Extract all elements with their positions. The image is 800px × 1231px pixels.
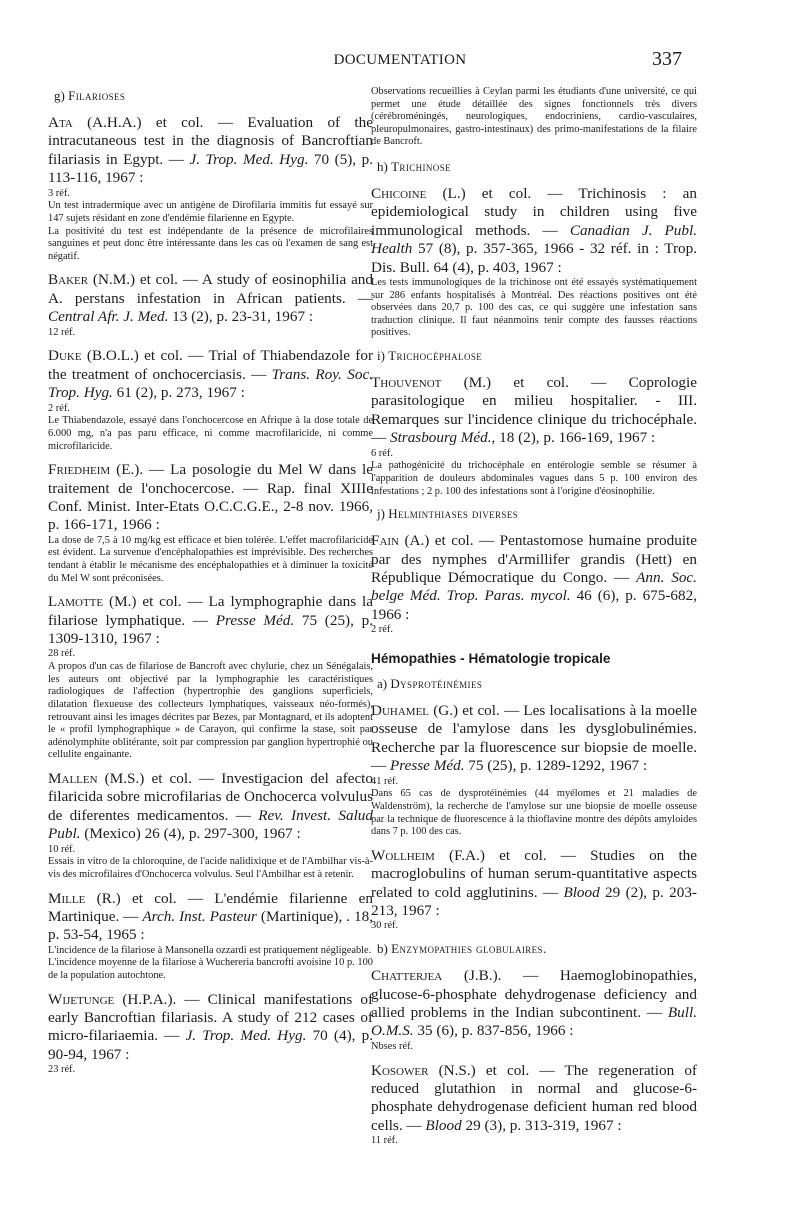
citation-details: 70 (4), p. 90-94, 1967 : [48,1027,373,1063]
citation [371,847,697,921]
reference-entry [371,1062,697,1148]
reference-count: 28 réf. [48,648,76,660]
reference-count: 12 réf. [48,326,76,338]
author-name: Ata [48,114,73,131]
citation-details: 70 (5), p. 113-116, 1967 : [48,150,374,187]
citation-text: (L.) et col. — Trichinosis : an epidemiological study in children using five immunological methods. — [371,184,697,239]
abstract-paragraph: Les tests immunologiques de la trichinose ont été essayés systématiquement sur 286 enfants hospitalisés à Montréal. Des réactions positives ont été observées dans 20,7 p. 100 des cas, ce qui suggère une infestation sans traduction clinique. Il faut néanmoins tenir compte des fausses réactions positives. [371,277,697,339]
author-name: Kosower [371,1061,429,1079]
reference-entry [371,967,697,1053]
reference-count: 41 réf. [371,775,399,787]
citation [48,114,373,188]
journal-title: Presse Méd. [215,611,295,629]
reference-count: 10 réf. [48,843,76,855]
abstract [371,788,697,838]
abstract-paragraph: La dose de 7,5 à 10 mg/kg est efficace et bien tolérée. L'effet macrofilaricide est évident. La survenue d'encéphalopathies est imprévisible. Des recherches tendant à établir le mécanisme des encéphalopathies et à diminuer la toxicité du Mel W sont préconisées. [48,534,373,584]
reference-entry [48,347,373,453]
reference-entry [48,593,373,762]
author-name: Fain [371,532,399,550]
citation-text: (N.S.) et col. — The regeneration of reduced glutathion in normal and glucose-6-phosphate dehydrogenase deficient human red blood cells. — [371,1061,697,1134]
journal-title: Arch. Inst. Pasteur [142,907,257,925]
reference-entry [48,770,373,882]
abstract [48,415,373,453]
citation-text: (A.) et col. — Pentastomose humaine produite par des nymphes d'Armillifer grandis (Hett) en République Démocratique du Congo. — [371,532,697,586]
entries-dysproteinemies [371,702,697,933]
author-name: Baker [48,271,89,289]
reference-entry [48,271,373,339]
citation-text: (E.). — La posologie du Mel W dans le traitement de l'onchocercose. — Rap. final XIIIe Conf. Minist. Inter-Etats O.C.C.G.E., 2-8 nov. 1966, p. 166-171, 1966 : [48,461,373,534]
author-name: Chicoine [371,184,427,202]
citation-details: 75 (25), p. 1309-1310, 1967 : [48,611,373,648]
abstract [48,661,373,762]
right-column [371,86,697,1156]
abstract-paragraph: A propos d'un cas de filariose de Bancroft avec chylurie, chez un Sénégalais, les auteurs ont objectivé par la lymphographie les caractéristiques radiologiques de l'affection (hypertrophie des ganglions superficiels, dilatation flexueuse des collecteurs lymphatiques, vaisseaux néo-formés), retrouvant ainsi les images décrites par Bezes, par Montagnard, et ils adoptent le « profil lymphographique » de Carayon, qui confirme la stase, soit par adénolymphite oblitérante, soit par compression par ganglion hypertrophié ou cellulite engainante. [48,661,373,761]
author-name: Thouvenot [371,373,442,391]
section-heading-g: g) Filarioses [54,88,126,103]
reference-count: 23 réf. [48,1064,76,1076]
citation-details: 29 (2), p. 203-213, 1967 : [371,883,697,920]
reference-entry [48,114,373,263]
abstract [48,856,373,881]
abstract-paragraph: Dans 65 cas de dysprotéinémies (44 myélomes et 21 maladies de Waldenström), la recherche de l'amylose sur une biopsie de moelle osseuse par la technique de fluorescence à la thioflavine montre des dépôts amyloides dans 7 p. 100 des cas. [371,788,697,838]
reference-entry [371,185,697,340]
journal-title: Central Afr. J. Med. [48,308,169,326]
citation [371,532,697,624]
citation [48,271,373,326]
page-header [0,48,800,74]
abstract [48,535,373,585]
journal-title: J. Trop. Med. Hyg. [185,1027,307,1045]
journal-title: Ann. Soc. belge Méd. Trop. Paras. mycol. [371,568,697,605]
citation-text: (M.S.) et col. — Investigacion del afecto filaricida sobre microfilarias de Onchocerca volvulus de diferentes medicamentos. — [48,769,373,824]
abstract [48,945,373,983]
abstract-paragraph: L'incidence moyenne de la filariose à Wuchereria bancrofti avoisine 10 p. 100 de la population autochtone. [48,957,373,981]
reference-count: 11 réf. [371,1135,398,1147]
entries-trichinose [371,185,697,340]
entries-enzymopathies [371,967,697,1148]
entries-filarioses [48,114,373,1077]
reference-entry [371,847,697,933]
continued-abstract: Observations recueillies à Ceylan parmi les étudiants d'une université, ce qui permet une étude détaillée des signes fonctionnels très divers (cérébroméningés, neurologiques, endocriniens, cardio-vasculaires, pleuropulmonaires, gastro-intestinaux) des primo-manifestations de la filaire de Bancroft. [371,86,697,148]
citation-details: 29 (3), p. 313-319, 1967 : [461,1116,622,1134]
citation-text: (M.) et col. — Coprologie parasitologique en milieu hospitalier. - III. Remarques sur l'incidence clinique du trichocéphale. — [371,373,697,447]
entries-helminthiases [371,532,697,637]
citation-text: (R.) et col. — L'endémie filarienne en Martinique. — [48,889,373,925]
citation [371,1062,697,1136]
section-heading-i: i) Trichocéphalose [377,347,483,363]
journal-title: Rev. Invest. Salud Publ. [48,806,373,843]
citation-text: (B.O.L.) et col. — Trial of Thiabendazole for the treatment of onchocerciasis. — [48,347,373,383]
author-name: Wollheim [371,846,435,864]
abstract-paragraph: Le Thiabendazole, essayé dans l'onchocercose en Afrique à la dose totale de 6.000 mg, n'a pas paru efficace, ni comme macrofilaricide, ni comme microfilaricide. [48,415,373,452]
author-name: Wijetunge [48,990,115,1008]
abstract [48,200,373,263]
theme-heading: Hémopathies - Hématologie tropicale [371,651,611,666]
citation-details: 13 (2), p. 23-31, 1967 : [168,308,314,326]
citation [48,347,373,402]
reference-entry [48,461,373,585]
journal-title: Trans. Roy. Soc. Trop. Hyg. [48,365,373,402]
citation-details: 75 (25), p. 1289-1292, 1967 : [464,757,648,775]
section-heading-b: b) Enzymopathies globulaires. [377,941,547,957]
reference-entry [371,702,697,839]
citation-details: (Mexico) 26 (4), p. 297-300, 1967 : [80,825,301,843]
journal-title: Bull. O.M.S. [371,1004,697,1040]
abstract [371,460,697,498]
reference-count: 3 réf. [48,187,70,199]
citation-details: 35 (6), p. 837-856, 1966 : [413,1022,574,1040]
reference-entry [371,374,697,498]
running-title: DOCUMENTATION [333,52,467,68]
citation [48,770,373,844]
journal-title: Blood [425,1116,462,1134]
left-column [48,86,373,1085]
citation-details: 46 (6), p. 675-682, 1966 : [371,587,697,623]
citation [48,890,373,945]
citation-text: (H.P.A.). — Clinical manifestations of early Bancroftian filariasis. A study of 212 cases of micro-filariaemia. — [48,990,373,1045]
reference-entry [48,890,373,983]
section-heading-a: a) Dysprotéinémies [377,676,483,691]
citation [48,991,373,1065]
citation [371,702,697,776]
author-name: Chatterjea [371,967,443,985]
author-name: Mille [48,889,86,907]
abstract-paragraph: Un test intradermique avec un antigène de Dirofilaria immitis fut essayé sur 147 sujets résidant en zone d'endémie filarienne en Egypte. [48,200,373,225]
journal-title: Presse Méd. [389,757,465,775]
reference-count: Nbses réf. [371,1040,414,1052]
journal-title: Strasbourg Méd. [389,429,492,447]
citation [371,967,697,1041]
citation-text: (N.M.) et col. — A study of eosinophilia and A. perstans infestation in African patients. — [48,271,373,307]
abstract-paragraph: L'incidence de la filariose à Mansonella ozzardi est pratiquement négligeable. [48,944,372,956]
reference-entry [48,991,373,1077]
citation-details: , 18 (2), p. 166-169, 1967 : [491,429,656,447]
reference-count: 2 réf. [48,402,70,414]
citation-text: (J.B.). — Haemoglobinopathies, glucose-6-phosphate dehydrogenase deficiency and allied problems in the Indian subcontinent. — [371,967,697,1022]
citation-details: 57 (8), p. 357-365, 1966 - 32 réf. in : Trop. Dis. Bull. 64 (4), p. 403, 1967 : [371,240,697,276]
citation-text: (A.H.A.) et col. — Evaluation of the intracutaneous test in the diagnosis of Bancroftian filariasis in Egypt. — [48,114,373,168]
section-heading-j: j) Helminthiases diverses [377,506,519,522]
journal-title: Canadian J. Publ. Health [371,221,698,258]
citation [48,593,373,648]
reference-count: 6 réf. [371,447,393,459]
abstract-paragraph: La positivité du test est indépendante de la présence de microfilaires sanguines et peut donc être intéressante dans les cas où l'examen de sang est négatif. [48,225,373,262]
author-name: Duhamel [371,702,430,719]
abstract-paragraph: La pathogénicité du trichocéphale en entérologie semble se résumer à l'apparition de douleurs abdominales vagues dans 5 p. 100 environ des infestations ; 2 p. 100 des infestations sont à l'origine d'éosinophilie. [371,460,697,497]
author-name: Lamotte [48,593,104,611]
journal-title: J. Trop. Med. Hyg. [189,150,309,168]
abstract [371,277,697,340]
entries-trichocephalose [371,374,697,498]
citation-text: (M.) et col. — La lymphographie dans la filariose lymphatique. — [48,593,373,629]
reference-count: 30 réf. [371,920,399,932]
page-number: 337 [652,48,682,70]
reference-count: 2 réf. [371,624,393,636]
citation [371,185,697,277]
author-name: Mallen [48,769,98,787]
citation [48,461,373,535]
citation-details: (Martinique), . 18, p. 53-54, 1965 : [48,907,373,944]
author-name: Friedheim [48,461,111,479]
citation-details: 61 (2), p. 273, 1967 : [112,384,245,402]
section-heading-h: h) Trichinose [377,158,452,174]
journal-title: Blood [563,883,600,901]
abstract-paragraph: Essais in vitro de la chloroquine, de l'acide nalidixique et de l'Ambilhar vis-à-vis des microfilaires d'Onchocerca volvulus. Seul l'Ambilhar est à retenir. [48,856,373,880]
author-name: Duke [48,347,82,365]
reference-entry [371,532,697,637]
citation-text: (G.) et col. — Les localisations à la moelle osseuse de l'amylose dans les dysglobulinémies. Recherche par la fluorescence sur biopsie de moelle. — [371,702,697,775]
citation [371,374,697,448]
citation-text: (F.A.) et col. — Studies on the macroglobulins of human serum-quantitative aspects related to cold agglutinins. — [371,846,697,901]
